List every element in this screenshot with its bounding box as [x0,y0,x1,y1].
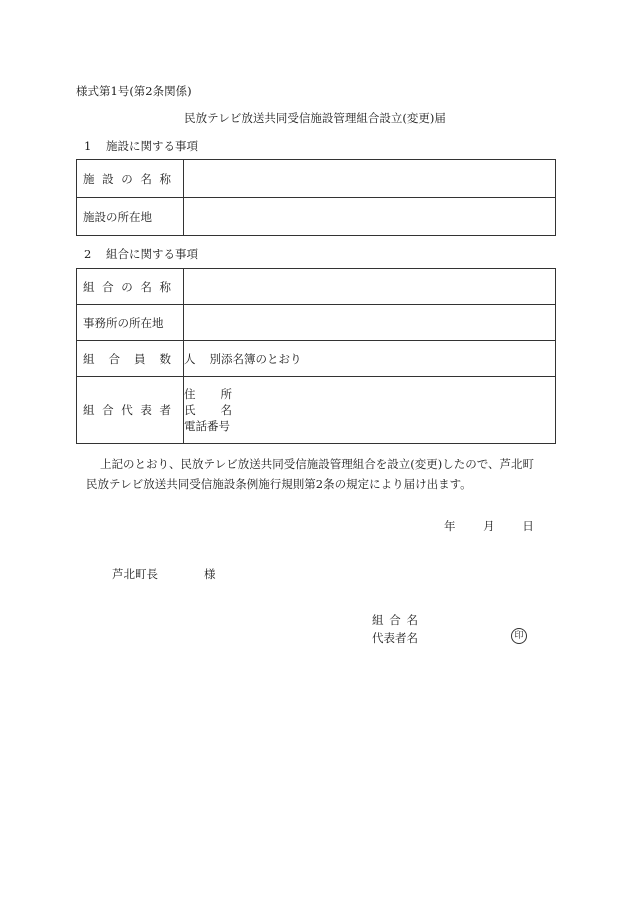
rep-phone-label: 電話番号 [184,419,230,433]
date-day: 日 [522,519,534,533]
date-month: 月 [483,519,495,533]
facility-location-label: 施設の所在地 [77,198,184,236]
member-count-label: 組 合 員 数 [77,341,184,377]
date-line [444,518,534,534]
section1-number: 1 [84,139,92,153]
facility-name-field[interactable] [184,160,556,198]
member-unit: 人 [184,351,196,366]
addressee-name: 芦北町長 [112,567,158,581]
representative-field[interactable] [184,377,556,444]
addressee [112,566,216,582]
section2-number: 2 [84,247,92,261]
association-name-field[interactable] [184,269,556,305]
member-note: 別添名簿のとおり [209,351,302,366]
addressee-honorific: 様 [204,567,216,581]
facility-location-field[interactable] [184,198,556,236]
signature-association-label: 組 合 名 [372,613,418,627]
rep-name-label: 氏 名 [184,403,232,417]
office-location-field[interactable] [184,305,556,341]
facility-table [76,159,556,236]
rep-address-label: 住 所 [184,387,232,401]
form-number: 様式第1号(第2条関係) [76,84,192,98]
representative-label: 組 合 代 表 者 [77,377,184,444]
section2-heading-text: 組合に関する事項 [106,247,198,261]
section1-heading-text: 施設に関する事項 [106,139,198,153]
document-title: 民放テレビ放送共同受信施設管理組合設立(変更)届 [184,111,446,125]
facility-name-label: 施 設 の 名 称 [77,160,184,198]
declaration-text [86,454,534,494]
association-table [76,268,556,444]
declaration-line1: 上記のとおり、民放テレビ放送共同受信施設管理組合を設立(変更)したので、芦北町 [100,457,535,471]
signature-representative-label: 代表者名 [372,631,418,645]
declaration-line2: 民放テレビ放送共同受信施設条例施行規則第2条の規定により届け出ます。 [86,477,472,491]
section2-heading [84,246,198,262]
member-count-field[interactable] [184,341,556,377]
date-year: 年 [444,519,456,533]
section1-heading [84,138,198,154]
association-name-label: 組 合 の 名 称 [77,269,184,305]
office-location-label: 事務所の所在地 [77,305,184,341]
seal-icon: 印 [511,628,527,644]
